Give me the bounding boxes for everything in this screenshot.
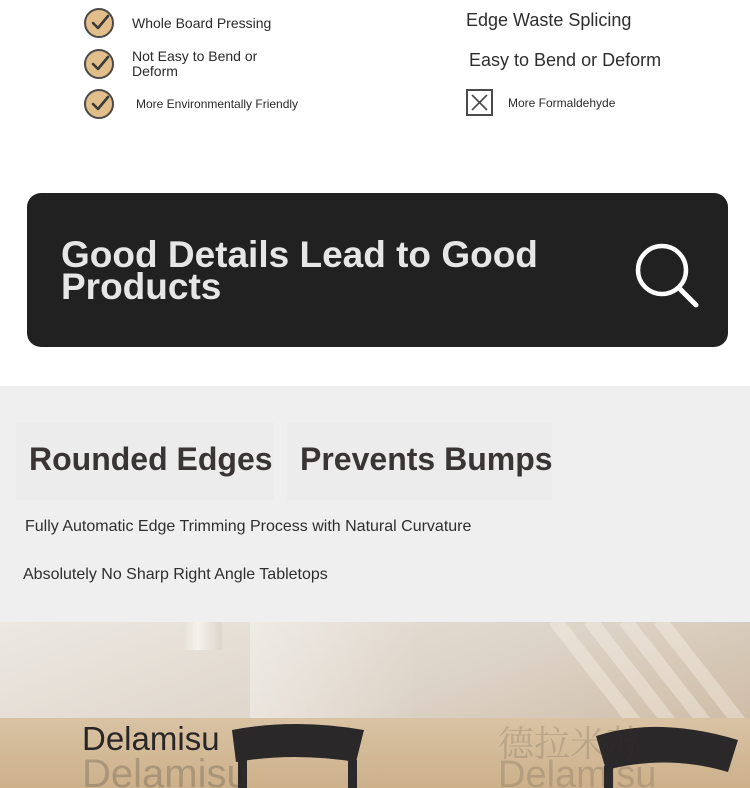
advantage-label: More Environmentally Friendly xyxy=(136,96,299,111)
brand-cn-watermark: 德拉米苏 xyxy=(498,724,643,765)
disadvantage-item xyxy=(466,89,615,116)
cross-box-icon xyxy=(466,89,493,116)
search-icon xyxy=(634,243,700,314)
disadvantage-label: More Formaldehyde xyxy=(508,95,616,110)
advantage-label: Whole Board Pressing xyxy=(132,14,272,31)
feature-title: Prevents Bumps xyxy=(287,422,552,500)
disadvantage-label: Edge Waste Splicing xyxy=(466,10,632,30)
disadvantage-label: Easy to Bend or Deform xyxy=(469,50,662,70)
comparison-section xyxy=(0,0,750,160)
product-photo xyxy=(0,622,750,788)
checkmark-icon xyxy=(84,89,114,119)
advantage-item xyxy=(84,8,271,38)
book-decor xyxy=(182,622,222,650)
banner-title: Good Details Lead to Good Products xyxy=(61,234,538,307)
brand-watermark: Delamisu xyxy=(498,754,657,788)
details-banner xyxy=(27,193,728,347)
feature-section xyxy=(0,386,750,622)
feature-title: Rounded Edges xyxy=(16,422,274,500)
checkmark-icon xyxy=(84,49,114,79)
feature-description: Absolutely No Sharp Right Angle Tabletops xyxy=(23,566,328,583)
advantage-label: Not Easy to Bend or Deform xyxy=(132,48,258,79)
checkmark-icon xyxy=(84,8,114,38)
advantage-item xyxy=(84,49,272,79)
feature-description: Fully Automatic Edge Trimming Process with Natural Curvature xyxy=(25,518,472,535)
brand-name: Delamisu xyxy=(82,720,220,757)
advantage-item xyxy=(84,89,298,119)
brand-watermark: Delamisu xyxy=(82,752,249,788)
